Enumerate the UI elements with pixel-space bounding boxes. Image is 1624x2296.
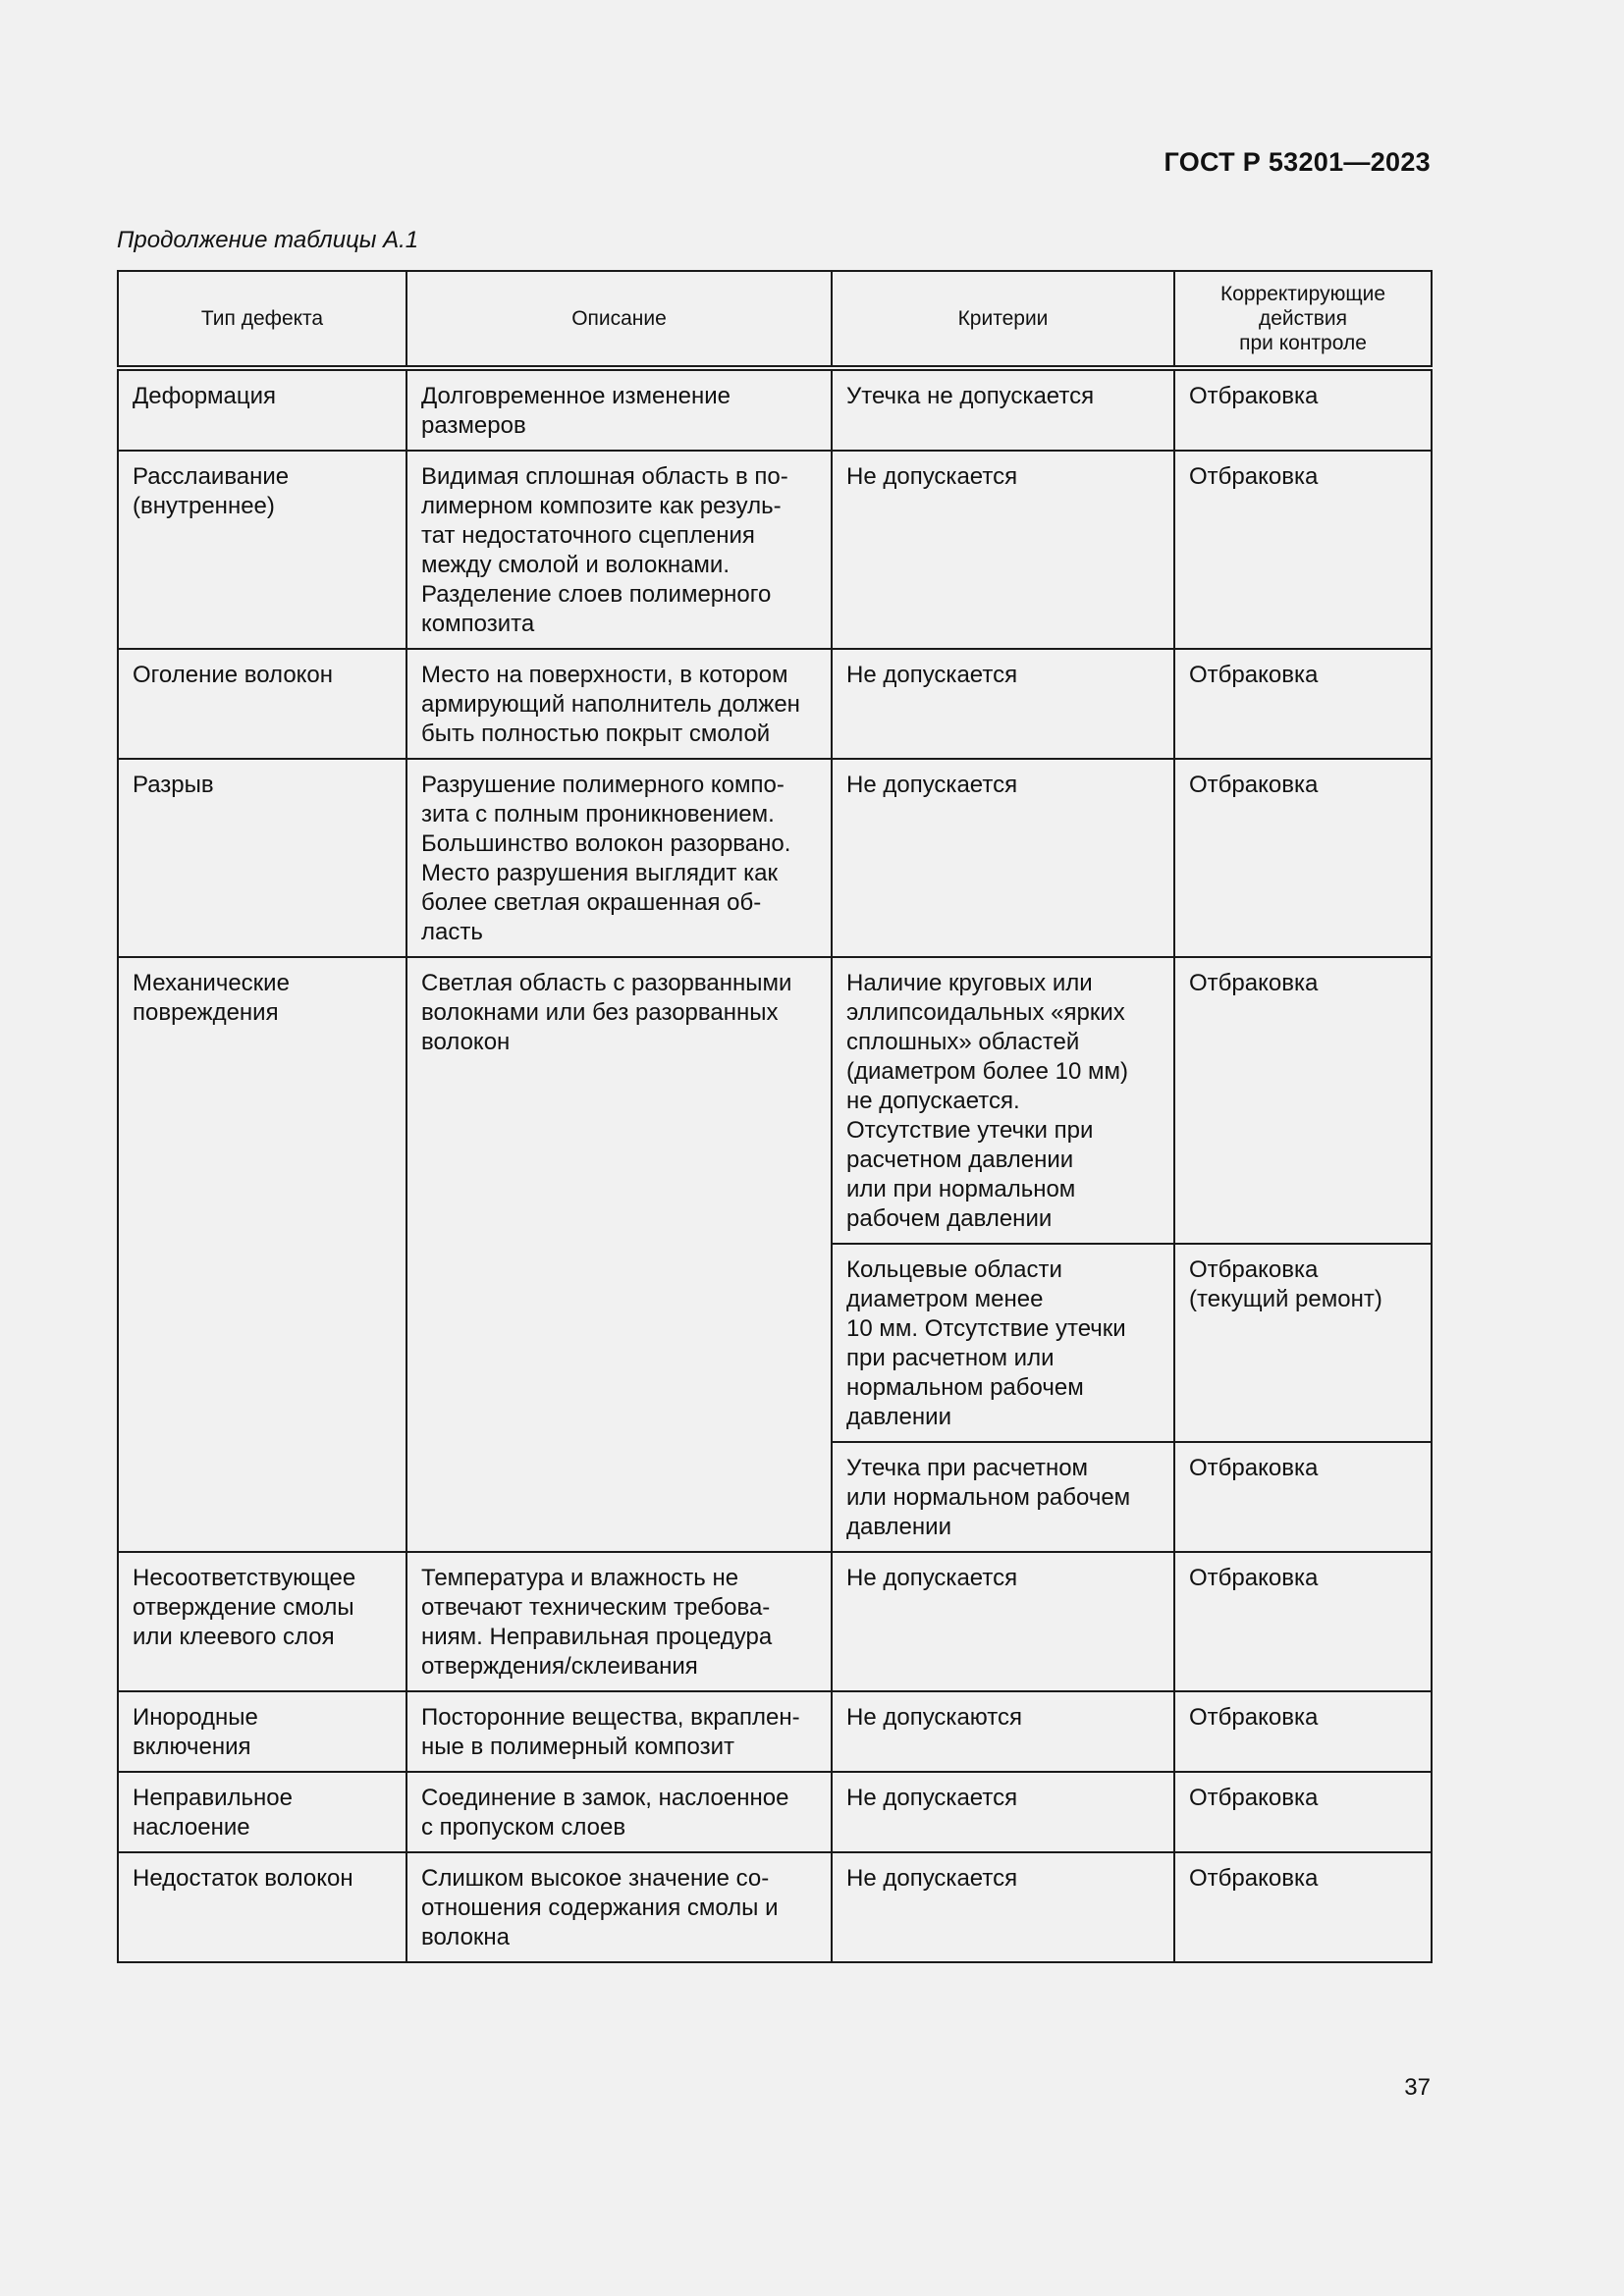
cell-text-line: давлении — [846, 1514, 951, 1540]
cell-text-line: Не допускается — [846, 1565, 1018, 1591]
cell-text-line: отвечают техническим требова- — [421, 1594, 771, 1621]
cell-action — [1174, 1552, 1432, 1691]
cell-description — [406, 1772, 832, 1852]
table-row — [118, 1852, 1432, 1962]
cell-text-line: Утечка при расчетном — [846, 1455, 1089, 1481]
cell-text-line: Разрушение полимерного компо- — [421, 772, 785, 798]
cell-text-line: (внутреннее) — [133, 493, 275, 519]
cell-text-line: наслоение — [133, 1814, 250, 1841]
cell-text-line: более светлая окрашенная об- — [421, 889, 762, 916]
cell-description — [406, 759, 832, 957]
cell-text-line: Разрыв — [133, 772, 214, 798]
cell-text-line: Отбраковка — [1189, 662, 1319, 688]
cell-text-line: зита с полным проникновением. — [421, 801, 775, 828]
cell-text-line: Расслаивание — [133, 463, 290, 490]
cell-defect-type — [118, 759, 406, 957]
cell-defect-type — [118, 1552, 406, 1691]
cell-defect-type — [118, 1852, 406, 1962]
header-corrective-actions — [1174, 271, 1432, 368]
cell-text-line: (диаметром более 10 мм) — [846, 1058, 1128, 1085]
cell-criteria — [832, 451, 1174, 649]
cell-text-line: ласть — [421, 919, 483, 945]
cell-text-line: (текущий ремонт) — [1189, 1286, 1382, 1312]
cell-text-line: Отбраковка — [1189, 1704, 1319, 1731]
cell-text-line: отверждения/склеивания — [421, 1653, 698, 1680]
cell-criteria — [832, 649, 1174, 759]
cell-text-line: Отбраковка — [1189, 1455, 1319, 1481]
cell-text-line: Отбраковка — [1189, 463, 1319, 490]
table-row — [118, 649, 1432, 759]
cell-text-line: Корректирующие — [1219, 283, 1386, 305]
cell-text-line: Отбраковка — [1189, 1256, 1319, 1283]
table-row — [118, 759, 1432, 957]
cell-description — [406, 368, 832, 451]
cell-text-line: Отбраковка — [1189, 970, 1319, 996]
cell-text-line: Соединение в замок, наслоенное — [421, 1785, 789, 1811]
table-caption: Продолжение таблицы А.1 — [117, 227, 419, 253]
header-description — [406, 271, 832, 368]
cell-text-line: Утечка не допускается — [846, 383, 1095, 409]
cell-action — [1174, 1852, 1432, 1962]
cell-text-line: Отсутствие утечки при — [846, 1117, 1094, 1144]
cell-text-line: диаметром менее — [846, 1286, 1044, 1312]
cell-description — [406, 451, 832, 649]
cell-action — [1174, 451, 1432, 649]
cell-criteria — [832, 1244, 1174, 1442]
cell-text-line: Не допускаются — [846, 1704, 1022, 1731]
cell-text-line: волокон — [421, 1029, 511, 1055]
cell-action — [1174, 368, 1432, 451]
cell-text-line: 10 мм. Отсутствие утечки — [846, 1315, 1126, 1342]
cell-defect-type — [118, 957, 406, 1552]
cell-text-line: отверждение смолы — [133, 1594, 354, 1621]
cell-text-line: ниям. Неправильная процедура — [421, 1624, 773, 1650]
cell-text-line: не допускается. — [846, 1088, 1020, 1114]
cell-text-line: Не допускается — [846, 1785, 1018, 1811]
cell-text-line: Тип дефекта — [200, 307, 324, 330]
cell-text-line: армирующий наполнитель должен — [421, 691, 800, 718]
cell-text-line: размеров — [421, 412, 526, 439]
cell-text-line: волокна — [421, 1924, 511, 1950]
cell-text-line: Неправильное — [133, 1785, 293, 1811]
cell-text-line: Оголение волокон — [133, 662, 334, 688]
cell-text-line: рабочем давлении — [846, 1205, 1053, 1232]
cell-text-line: Большинство волокон разорвано. — [421, 830, 791, 857]
cell-text-line: Видимая сплошная область в по- — [421, 463, 788, 490]
cell-text-line: Место на поверхности, в котором — [421, 662, 788, 688]
cell-text-line: нормальном рабочем — [846, 1374, 1084, 1401]
cell-defect-type — [118, 368, 406, 451]
cell-criteria — [832, 957, 1174, 1244]
cell-text-line: Не допускается — [846, 463, 1018, 490]
cell-text-line: или при нормальном — [846, 1176, 1076, 1202]
cell-text-line: с пропуском слоев — [421, 1814, 626, 1841]
cell-text-line: Наличие круговых или — [846, 970, 1093, 996]
cell-text-line: Место разрушения выглядит как — [421, 860, 778, 886]
cell-description — [406, 1552, 832, 1691]
cell-text-line: сплошных» областей — [846, 1029, 1080, 1055]
cell-text-line: Описание — [571, 307, 667, 330]
cell-text-line: ные в полимерный композит — [421, 1734, 735, 1760]
cell-text-line: при контроле — [1239, 332, 1367, 354]
cell-text-line: между смолой и волокнами. — [421, 552, 730, 578]
cell-text-line: Отбраковка — [1189, 1865, 1319, 1892]
cell-text-line: тат недостаточного сцепления — [421, 522, 755, 549]
cell-criteria — [832, 1552, 1174, 1691]
cell-text-line: Долговременное изменение — [421, 383, 731, 409]
table-row — [118, 1691, 1432, 1772]
cell-text-line: отношения содержания смолы и — [421, 1895, 779, 1921]
cell-text-line: лимерном композите как резуль- — [421, 493, 782, 519]
cell-text-line: Разделение слоев полимерного — [421, 581, 772, 608]
cell-text-line: Отбраковка — [1189, 772, 1319, 798]
cell-text-line: повреждения — [133, 999, 279, 1026]
cell-criteria — [832, 1852, 1174, 1962]
cell-defect-type — [118, 1772, 406, 1852]
cell-text-line: Не допускается — [846, 1865, 1018, 1892]
cell-description — [406, 649, 832, 759]
cell-action — [1174, 649, 1432, 759]
table-row — [118, 1772, 1432, 1852]
defects-table — [117, 270, 1433, 1963]
table-row — [118, 957, 1432, 1244]
cell-action — [1174, 1442, 1432, 1552]
cell-text-line: Отбраковка — [1189, 1785, 1319, 1811]
cell-defect-type — [118, 1691, 406, 1772]
cell-text-line: Не допускается — [846, 662, 1018, 688]
cell-action — [1174, 759, 1432, 957]
cell-description — [406, 957, 832, 1552]
table-row — [118, 368, 1432, 451]
cell-text-line: Светлая область с разорванными — [421, 970, 792, 996]
cell-text-line: или клеевого слоя — [133, 1624, 335, 1650]
header-criteria — [832, 271, 1174, 368]
cell-description — [406, 1691, 832, 1772]
cell-criteria — [832, 1691, 1174, 1772]
cell-action — [1174, 957, 1432, 1244]
cell-text-line: Слишком высокое значение со- — [421, 1865, 770, 1892]
cell-action — [1174, 1244, 1432, 1442]
document-code: ГОСТ Р 53201—2023 — [1164, 147, 1431, 177]
cell-action — [1174, 1691, 1432, 1772]
cell-text-line: эллипсоидальных «ярких — [846, 999, 1125, 1026]
cell-text-line: композита — [421, 611, 535, 637]
cell-text-line: Инородные — [133, 1704, 258, 1731]
header-defect-type — [118, 271, 406, 368]
table-row — [118, 451, 1432, 649]
cell-text-line: быть полностью покрыт смолой — [421, 721, 771, 747]
cell-text-line: Отбраковка — [1189, 383, 1319, 409]
cell-text-line: Посторонние вещества, вкраплен- — [421, 1704, 800, 1731]
cell-criteria — [832, 1442, 1174, 1552]
cell-text-line: включения — [133, 1734, 251, 1760]
cell-text-line: Несоответствующее — [133, 1565, 356, 1591]
cell-text-line: Не допускается — [846, 772, 1018, 798]
cell-text-line: или нормальном рабочем — [846, 1484, 1131, 1511]
cell-criteria — [832, 759, 1174, 957]
cell-text-line: Деформация — [133, 383, 277, 409]
cell-criteria — [832, 1772, 1174, 1852]
cell-defect-type — [118, 451, 406, 649]
cell-text-line: Недостаток волокон — [133, 1865, 353, 1892]
table-row — [118, 1552, 1432, 1691]
cell-text-line: Температура и влажность не — [421, 1565, 739, 1591]
cell-text-line: при расчетном или — [846, 1345, 1055, 1371]
table-header-row — [118, 271, 1432, 368]
cell-text-line: Механические — [133, 970, 290, 996]
cell-description — [406, 1852, 832, 1962]
cell-action — [1174, 1772, 1432, 1852]
cell-text-line: Кольцевые области — [846, 1256, 1062, 1283]
cell-text-line: Критерии — [957, 307, 1049, 330]
cell-text-line: Отбраковка — [1189, 1565, 1319, 1591]
cell-text-line: расчетном давлении — [846, 1147, 1074, 1173]
cell-text-line: давлении — [846, 1404, 951, 1430]
cell-criteria — [832, 368, 1174, 451]
cell-text-line: действия — [1258, 307, 1348, 330]
cell-defect-type — [118, 649, 406, 759]
cell-text-line: волокнами или без разорванных — [421, 999, 779, 1026]
page-number: 37 — [1404, 2074, 1431, 2101]
